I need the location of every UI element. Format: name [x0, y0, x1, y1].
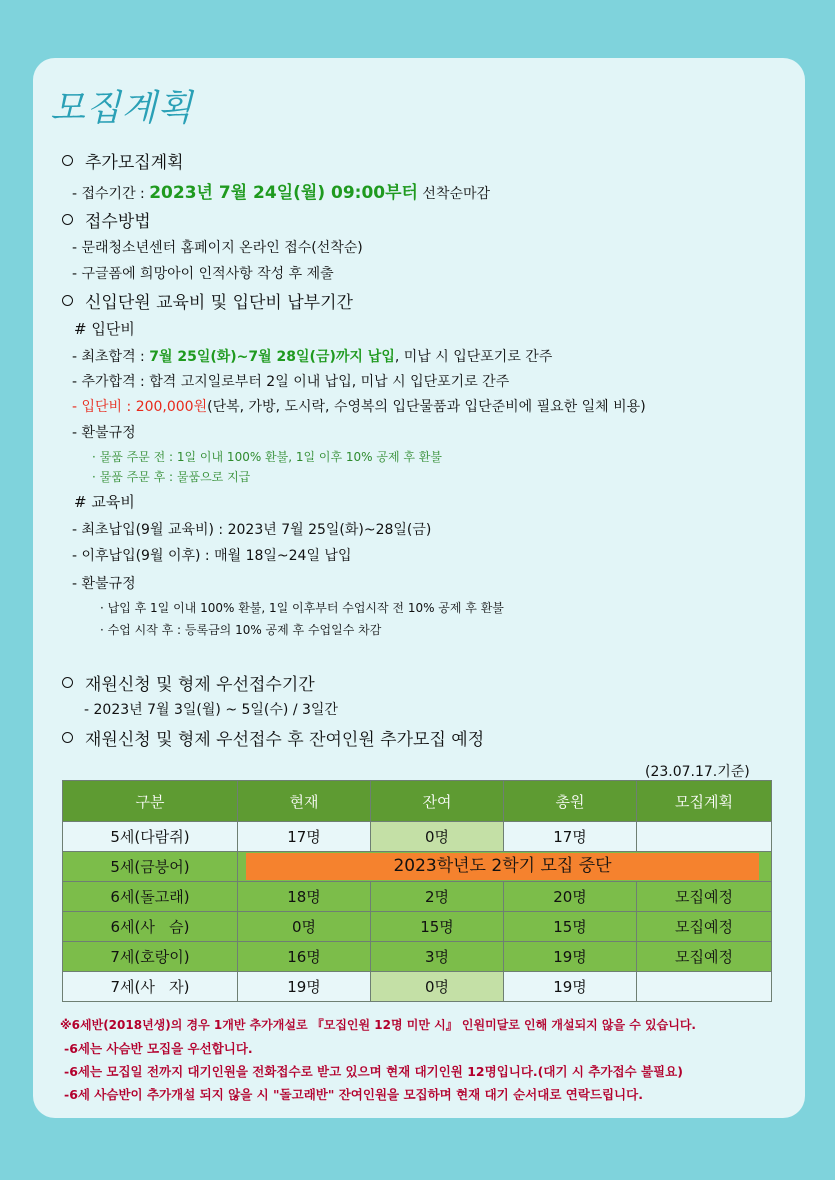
- class-name-cell: 7세(사 자): [63, 972, 238, 1002]
- plan-cell: [637, 822, 772, 852]
- priority-period: - 2023년 7월 3일(월) ~ 5일(수) / 3일간: [84, 702, 338, 718]
- plan-cell: [637, 972, 772, 1002]
- suspend-banner: 2023학년도 2학기 모집 중단: [246, 853, 759, 880]
- remaining-cell: 2명: [371, 882, 504, 912]
- current-cell: 0명: [238, 912, 371, 942]
- section-heading-fees: 신입단원 교육비 및 입단비 납부기간: [62, 288, 353, 313]
- footnote: -6세는 사슴반 모집을 우선합니다.: [64, 1041, 253, 1056]
- circle-bullet-icon: [62, 295, 73, 306]
- refund-rule: · 물품 주문 전 : 1일 이내 100% 환불, 1일 이후 10% 공제 후 환불: [92, 450, 442, 464]
- class-name-cell: 6세(돌고래): [63, 882, 238, 912]
- recruit-table: [62, 780, 772, 1002]
- tuition-refund-label: - 환불규정: [72, 576, 136, 592]
- tuition-first: - 최초납입(9월 교육비) : 2023년 7월 25일(화)~28일(금): [72, 522, 432, 538]
- footnote: ※6세반(2018년생)의 경우 1개반 추가개설로 『모집인원 12명 미만 시』 인원미달로 인해 개설되지 않을 수 있습니다.: [60, 1018, 696, 1032]
- table-row: [63, 972, 772, 1002]
- class-name-cell: 6세(사 슴): [63, 912, 238, 942]
- tuition-refund-rule: · 수업 시작 후 : 등록금의 10% 공제 후 수업일수 차감: [100, 623, 382, 637]
- plan-cell: 모집예정: [637, 942, 772, 972]
- page-title: 모집계획: [50, 88, 194, 129]
- refund-label: - 환불규정: [72, 425, 136, 441]
- class-name-cell: 5세(다람쥐): [63, 822, 238, 852]
- suspend-cell: [238, 852, 772, 882]
- method-item: - 문래청소년센터 홈페이지 온라인 접수(선착순): [72, 240, 363, 256]
- total-cell: 19명: [504, 942, 637, 972]
- tuition-refund-rule: · 납입 후 1일 이내 100% 환불, 1일 이후부터 수업시작 전 10% 공제 후 환불: [100, 601, 504, 615]
- remaining-cell: 3명: [371, 942, 504, 972]
- recruit-period: - 접수기간 : 2023년 7월 24일(월) 09:00부터 선착순마감: [72, 183, 491, 203]
- table-row: [63, 852, 772, 882]
- refund-rule: · 물품 주문 후 : 물품으로 지급: [92, 470, 251, 484]
- final-pass-line: - 최초합격 : 7월 25일(화)~7월 28일(금)까지 납입, 미납 시 입단포기로 간주: [72, 349, 553, 365]
- class-name-cell: 7세(호랑이): [63, 942, 238, 972]
- header-cell: 모집계획: [637, 781, 772, 822]
- remaining-cell: 0명: [371, 972, 504, 1002]
- header-cell: 잔여: [371, 781, 504, 822]
- extra-pass-line: - 추가합격 : 합격 고지일로부터 2일 이내 납입, 미납 시 입단포기로 간주: [72, 374, 510, 390]
- section-heading-extra-recruit: 추가모집계획: [62, 148, 184, 173]
- section-heading-priority: 재원신청 및 형제 우선접수기간: [62, 670, 315, 695]
- circle-bullet-icon: [62, 155, 73, 166]
- header-cell: 총원: [504, 781, 637, 822]
- circle-bullet-icon: [62, 677, 73, 688]
- remaining-cell: 15명: [371, 912, 504, 942]
- total-cell: 20명: [504, 882, 637, 912]
- table-header-row: [63, 781, 772, 822]
- subheading-entry-fee: # 입단비: [74, 320, 135, 338]
- section-heading-remaining: 재원신청 및 형제 우선접수 후 잔여인원 추가모집 예정: [62, 725, 484, 750]
- table-row: [63, 822, 772, 852]
- table-row: [63, 882, 772, 912]
- section-heading-method: 접수방법: [62, 207, 151, 232]
- current-cell: 19명: [238, 972, 371, 1002]
- header-cell: 현재: [238, 781, 371, 822]
- method-item: - 구글폼에 희망아이 인적사항 작성 후 제출: [72, 266, 334, 282]
- class-name-cell: 5세(금붕어): [63, 852, 238, 882]
- entry-fee-line: - 입단비 : 200,000원(단복, 가방, 도시락, 수영복의 입단물품과 입단준비에 필요한 일체 비용): [72, 399, 646, 415]
- total-cell: 15명: [504, 912, 637, 942]
- table-basis-date: (23.07.17.기준): [645, 764, 750, 780]
- subheading-tuition: # 교육비: [74, 493, 135, 511]
- tuition-after: - 이후납입(9월 이후) : 매월 18일~24일 납입: [72, 548, 352, 564]
- remaining-cell: 0명: [371, 822, 504, 852]
- total-cell: 19명: [504, 972, 637, 1002]
- table-row: [63, 942, 772, 972]
- plan-cell: 모집예정: [637, 912, 772, 942]
- plan-cell: 모집예정: [637, 882, 772, 912]
- footnote: -6세 사슴반이 추가개설 되지 않을 시 "돌고래반" 잔여인원을 모집하며 현재 대기 순서대로 연락드립니다.: [64, 1087, 643, 1102]
- table-row: [63, 912, 772, 942]
- circle-bullet-icon: [62, 214, 73, 225]
- header-cell: 구분: [63, 781, 238, 822]
- circle-bullet-icon: [62, 732, 73, 743]
- current-cell: 16명: [238, 942, 371, 972]
- current-cell: 18명: [238, 882, 371, 912]
- footnote: -6세는 모집일 전까지 대기인원을 전화접수로 받고 있으며 현재 대기인원 12명입니다.(대기 시 추가접수 불필요): [64, 1064, 683, 1079]
- total-cell: 17명: [504, 822, 637, 852]
- current-cell: 17명: [238, 822, 371, 852]
